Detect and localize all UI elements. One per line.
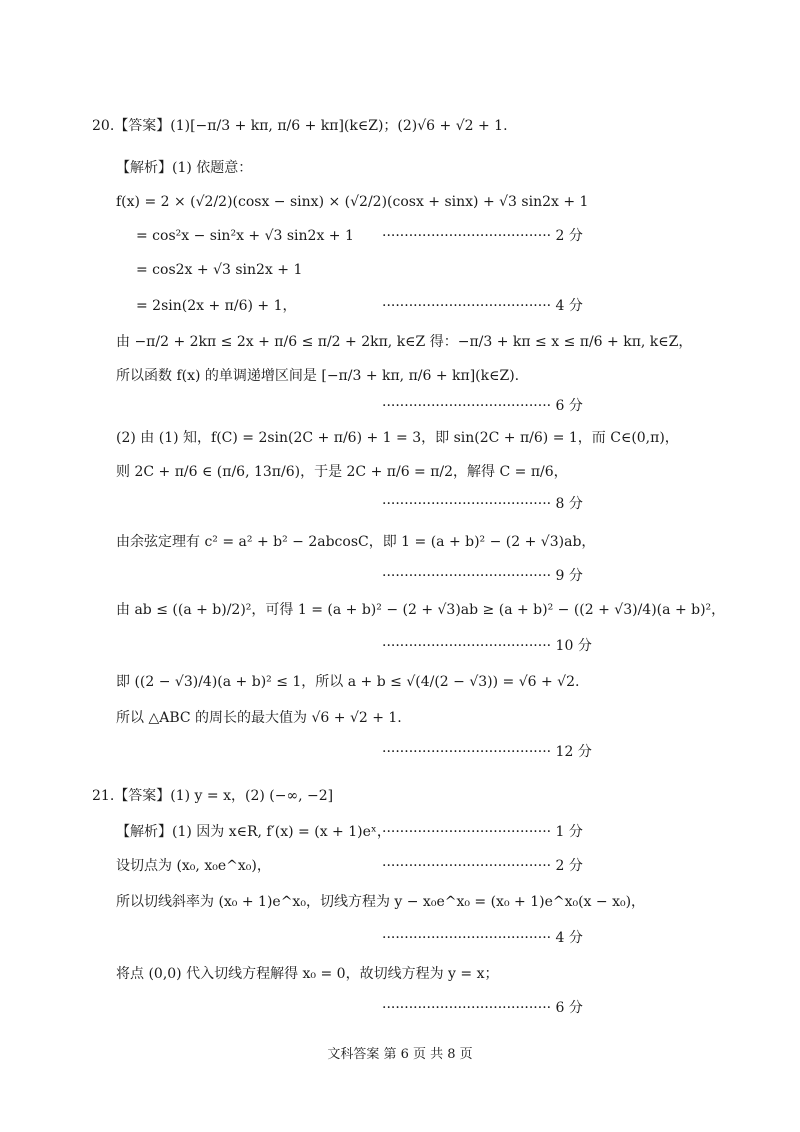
q20-line-9: 由余弦定理有 c² = a² + b² − 2abcosC，即 1 = (a + b)² − (2 + √3)ab， [116, 534, 596, 550]
q21-line-1: 【解析】(1) 因为 x∈R, f′(x) = (x + 1)eˣ， [116, 824, 391, 840]
q20-line-10: 由 ab ≤ ((a + b)/2)²，可得 1 = (a + b)² − (2 + √3)ab ≥ (a + b)² − ((2 + √3)/4)(a + b)²， [116, 602, 726, 618]
q21-answer: 21.【答案】(1) y = x，(2) (−∞, −2] [92, 788, 334, 804]
q20-line-1: f(x) = 2 × (√2/2)(cosx − sinx) × (√2/2)(cosx + sinx) + √3 sin2x + 1 [116, 194, 589, 210]
q20-score-12: ······································ 12 分 [382, 744, 592, 760]
q20-score-8: ······································ 8 分 [382, 496, 583, 512]
q20-score-2: ······································ 2 分 [382, 228, 583, 244]
q21-score-1: ······································ 1 分 [382, 824, 583, 840]
page-footer: 文科答案 第 6 页 共 8 页 [327, 1047, 473, 1062]
q20-score-9: ······································ 9 分 [382, 568, 583, 584]
q21-score-2: ······································ 2 分 [382, 858, 583, 874]
q20-line-11: 即 ((2 − √3)/4)(a + b)² ≤ 1，所以 a + b ≤ √(4/(2 − √3)) = √6 + √2. [116, 674, 580, 690]
q20-line-7: (2) 由 (1) 知，f(C) = 2sin(2C + π/6) + 1 = 3，即 sin(2C + π/6) = 1，而 C∈(0,π)， [116, 430, 679, 446]
q20-score-10: ······································ 10 分 [382, 638, 592, 654]
q20-score-6: ······································ 6 分 [382, 398, 583, 414]
q20-score-4: ······································ 4 分 [382, 298, 583, 314]
q20-line-5: 由 −π/2 + 2kπ ≤ 2x + π/6 ≤ π/2 + 2kπ, k∈Z 得：−π/3 + kπ ≤ x ≤ π/6 + kπ, k∈Z， [116, 334, 693, 350]
q20-line-12: 所以 △ABC 的周长的最大值为 √6 + √2 + 1. [116, 710, 402, 726]
q20-line-8: 则 2C + π/6 ∈ (π/6, 13π/6)，于是 2C + π/6 = π/2，解得 C = π/6， [116, 464, 568, 480]
q20-line-4: = 2sin(2x + π/6) + 1， [136, 298, 297, 314]
q21-line-3: 所以切线斜率为 (x₀ + 1)e^x₀，切线方程为 y − x₀e^x₀ = (x₀ + 1)e^x₀(x − x₀)， [116, 894, 646, 910]
q21-score-4: ······································ 4 分 [382, 930, 583, 946]
q20-answer: 20.【答案】(1)[−π/3 + kπ, π/6 + kπ](k∈Z)；(2)√6 + √2 + 1. [92, 118, 508, 134]
q21-line-4: 将点 (0,0) 代入切线方程解得 x₀ = 0，故切线方程为 y = x； [116, 966, 499, 982]
q20-line-2: = cos²x − sin²x + √3 sin2x + 1 [136, 228, 354, 244]
q21-score-6: ······································ 6 分 [382, 1000, 583, 1016]
q21-line-2: 设切点为 (x₀, x₀e^x₀)， [116, 858, 271, 874]
q20-line-3: = cos2x + √3 sin2x + 1 [136, 262, 303, 278]
q20-line-6: 所以函数 f(x) 的单调递增区间是 [−π/3 + kπ, π/6 + kπ](k∈Z). [116, 368, 520, 384]
q20-analysis-heading: 【解析】(1) 依题意： [116, 160, 253, 176]
